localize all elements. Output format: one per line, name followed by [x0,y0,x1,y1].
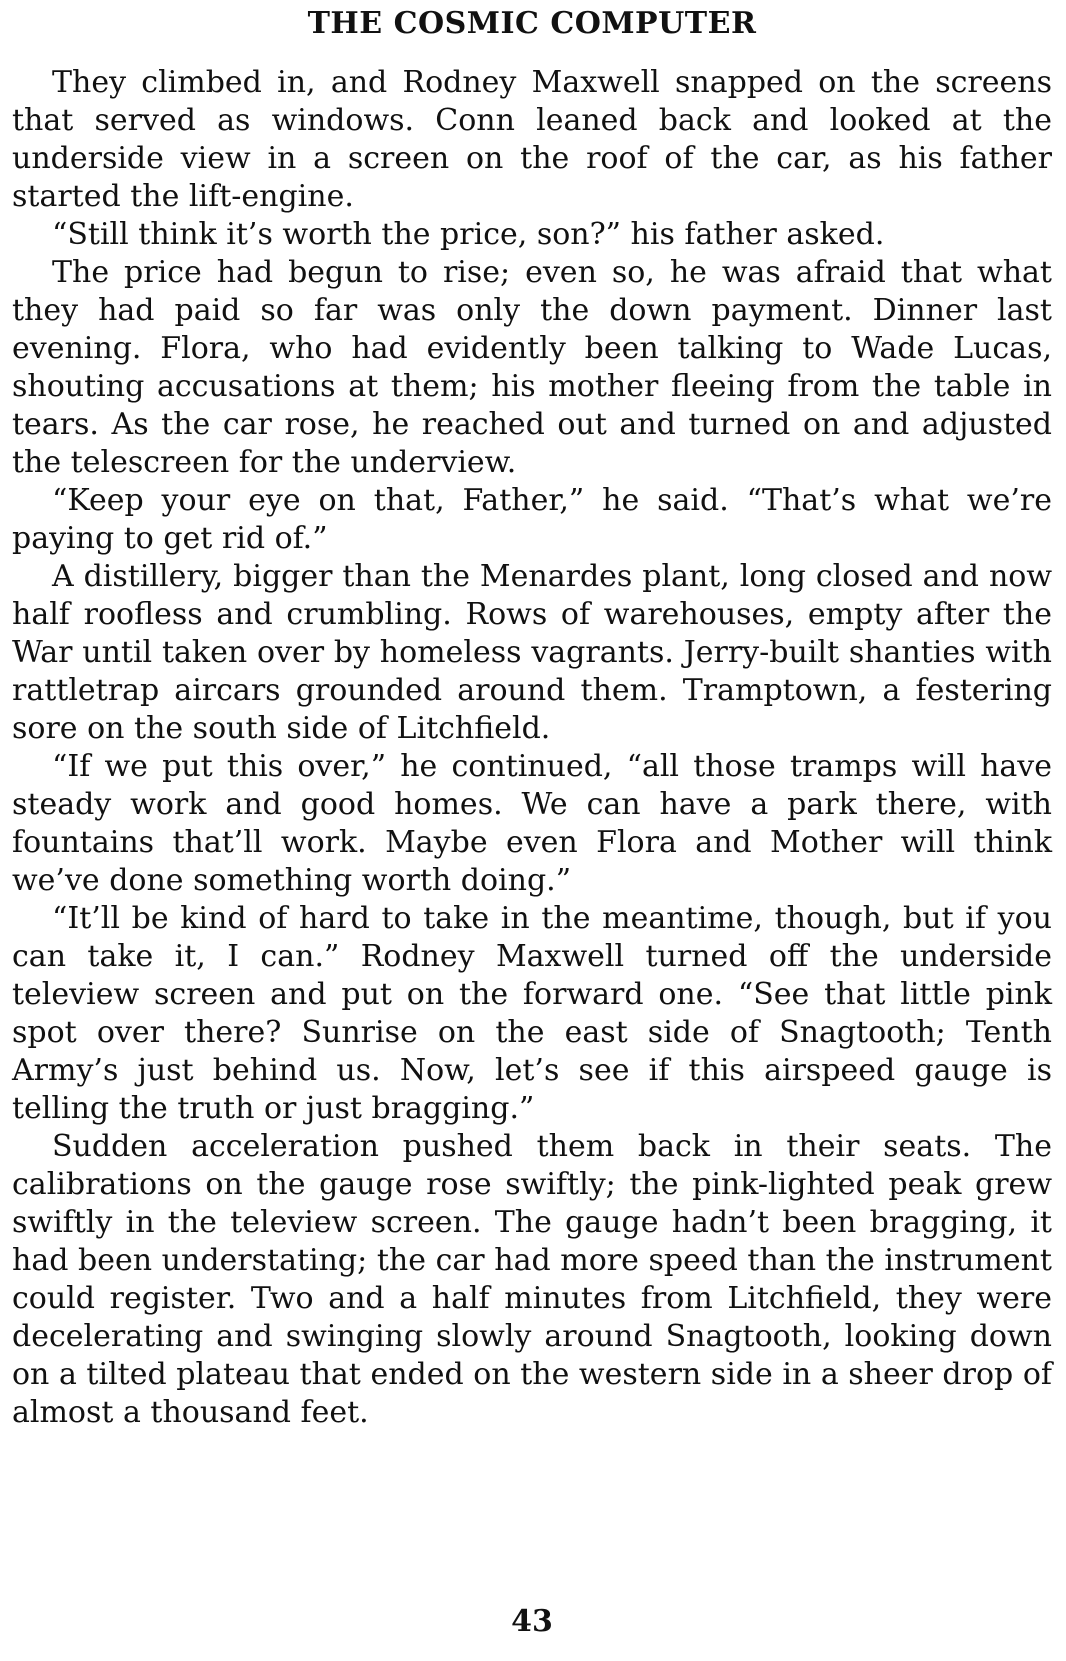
paragraph-2: “Still think it’s worth the price, son?” his father asked. [52,217,885,252]
paragraph-3: The price had begun to rise; even so, he was afraid that what they had paid so far was only the down payment. Dinner last evening. Flora, who had evidently been talking to Wade Lucas, shouting accusations at them; his mother fleeing from the table in tears. As the car rose, he reached out and turned on and adjusted the telescreen for the underview. [12,255,1052,480]
paragraph-1: They climbed in, and Rodney Maxwell snapped on the screens that served as windows. Conn leaned back and looked at the underside view in a screen on the roof of the car, as his father started the lift-engine. [12,65,1052,214]
paragraph-8: Sudden acceleration pushed them back in their seats. The calibrations on the gauge rose swiftly; the pink-lighted peak grew swiftly in the teleview screen. The gauge hadn’t been bragging, it had been understating; the car had more speed than the instrument could register. Two and a half minutes from Litchfield, they were decelerating and swinging slowly around Snagtooth, looking down on a tilted plateau that ended on the western side in a sheer drop of almost a thousand feet. [12,1129,1052,1430]
paragraph-7: “It’ll be kind of hard to take in the meantime, though, but if you can take it, I can.” Rodney Maxwell turned off the underside teleview screen and put on the forward one. “See that little pink spot over there? Sunrise on the east side of Snagtooth; Tenth Army’s just behind us. Now, let’s see if this airspeed gauge is telling the truth or just bragging.” [12,901,1052,1126]
body-text [12,64,1052,1432]
paragraph-5: A distillery, bigger than the Menardes plant, long closed and now half roofless and crumbling. Rows of warehouses, empty after the War until taken over by homeless vagrants. Jerry-built shanties with rattletrap aircars grounded around them. Tramptown, a festering sore on the south side of Litchfield. [12,559,1052,746]
running-head: THE COSMIC COMPUTER [307,6,757,41]
page-number: 43 [511,1604,553,1639]
book-page [12,0,1052,1661]
paragraph-4: “Keep your eye on that, Father,” he said. “That’s what we’re paying to get rid of.” [12,483,1052,556]
paragraph-6: “If we put this over,” he continued, “all those tramps will have steady work and good homes. We can have a park there, with fountains that’ll work. Maybe even Flora and Mother will think we’ve done something worth doing.” [12,749,1052,898]
